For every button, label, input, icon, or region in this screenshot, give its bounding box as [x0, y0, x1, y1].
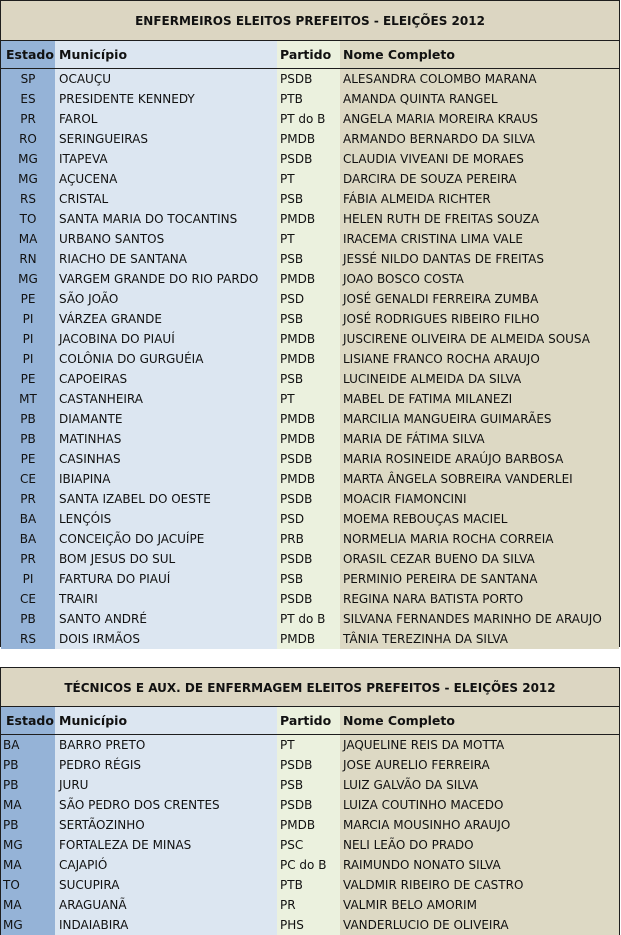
- cell-estado: PI: [1, 569, 55, 589]
- cell-nome-completo: PERMINIO PEREIRA DE SANTANA: [340, 569, 619, 589]
- cell-municipio: LENÇÓIS: [55, 509, 277, 529]
- cell-nome-completo: JOSÉ GENALDI FERREIRA ZUMBA: [340, 289, 619, 309]
- cell-municipio: INDAIABIRA: [55, 915, 277, 935]
- cell-estado: PI: [1, 329, 55, 349]
- cell-municipio: BOM JESUS DO SUL: [55, 549, 277, 569]
- cell-municipio: DIAMANTE: [55, 409, 277, 429]
- cell-nome-completo: JOSÉ RODRIGUES RIBEIRO FILHO: [340, 309, 619, 329]
- cell-partido: PSDB: [277, 69, 340, 89]
- cell-nome-completo: RAIMUNDO NONATO SILVA: [340, 855, 619, 875]
- cell-estado: RO: [1, 129, 55, 149]
- cell-municipio: MATINHAS: [55, 429, 277, 449]
- cell-estado: CE: [1, 589, 55, 609]
- cell-nome-completo: HELEN RUTH DE FREITAS SOUZA: [340, 209, 619, 229]
- table-row: [1, 815, 619, 835]
- cell-partido: PSB: [277, 569, 340, 589]
- cell-nome-completo: ALESANDRA COLOMBO MARANA: [340, 69, 619, 89]
- cell-estado: TO: [1, 209, 55, 229]
- cell-partido: PSB: [277, 775, 340, 795]
- cell-municipio: ARAGUANÃ: [55, 895, 277, 915]
- header-partido: Partido: [277, 707, 340, 734]
- table-row: [1, 349, 619, 369]
- cell-nome-completo: REGINA NARA BATISTA PORTO: [340, 589, 619, 609]
- cell-nome-completo: JOSE AURELIO FERREIRA: [340, 755, 619, 775]
- cell-partido: PMDB: [277, 349, 340, 369]
- cell-municipio: RIACHO DE SANTANA: [55, 249, 277, 269]
- cell-nome-completo: JAQUELINE REIS DA MOTTA: [340, 735, 619, 755]
- table-row: [1, 449, 619, 469]
- cell-municipio: VÁRZEA GRANDE: [55, 309, 277, 329]
- cell-municipio: FAROL: [55, 109, 277, 129]
- cell-municipio: TRAIRI: [55, 589, 277, 609]
- table-row: [1, 149, 619, 169]
- table-row: [1, 469, 619, 489]
- table-body: [1, 735, 619, 935]
- cell-partido: PSDB: [277, 755, 340, 775]
- cell-partido: PSDB: [277, 149, 340, 169]
- cell-partido: PSB: [277, 309, 340, 329]
- header-municipio: Município: [55, 707, 277, 734]
- cell-estado: PE: [1, 369, 55, 389]
- cell-nome-completo: LUIZ GALVÃO DA SILVA: [340, 775, 619, 795]
- cell-estado: SP: [1, 69, 55, 89]
- cell-municipio: CAPOEIRAS: [55, 369, 277, 389]
- cell-estado: RN: [1, 249, 55, 269]
- table-row: [1, 589, 619, 609]
- header-row: [1, 41, 619, 69]
- cell-estado: MG: [1, 835, 55, 855]
- cell-partido: PT: [277, 389, 340, 409]
- cell-estado: PB: [1, 755, 55, 775]
- cell-estado: PB: [1, 429, 55, 449]
- cell-partido: PRB: [277, 529, 340, 549]
- cell-estado: PB: [1, 409, 55, 429]
- cell-nome-completo: NELI LEÃO DO PRADO: [340, 835, 619, 855]
- table-row: [1, 109, 619, 129]
- cell-nome-completo: MABEL DE FATIMA MILANEZI: [340, 389, 619, 409]
- cell-partido: PT: [277, 229, 340, 249]
- table-row: [1, 569, 619, 589]
- cell-municipio: VARGEM GRANDE DO RIO PARDO: [55, 269, 277, 289]
- cell-nome-completo: MOACIR FIAMONCINI: [340, 489, 619, 509]
- cell-partido: PT: [277, 735, 340, 755]
- cell-partido: PSD: [277, 289, 340, 309]
- cell-nome-completo: FÁBIA ALMEIDA RICHTER: [340, 189, 619, 209]
- table-body: [1, 69, 619, 649]
- table-row: [1, 409, 619, 429]
- cell-estado: PR: [1, 549, 55, 569]
- cell-nome-completo: MOEMA REBOUÇAS MACIEL: [340, 509, 619, 529]
- cell-municipio: DOIS IRMÃOS: [55, 629, 277, 649]
- cell-municipio: URBANO SANTOS: [55, 229, 277, 249]
- cell-estado: MG: [1, 149, 55, 169]
- table-row: [1, 855, 619, 875]
- cell-municipio: BARRO PRETO: [55, 735, 277, 755]
- nursing-technicians-mayors-table: [0, 667, 620, 935]
- table-row: [1, 775, 619, 795]
- header-nome-completo: Nome Completo: [340, 707, 619, 734]
- table-title: TÉCNICOS E AUX. DE ENFERMAGEM ELEITOS PREFEITOS - ELEIÇÕES 2012: [1, 668, 619, 707]
- cell-municipio: ITAPEVA: [55, 149, 277, 169]
- cell-estado: PE: [1, 289, 55, 309]
- cell-estado: ES: [1, 89, 55, 109]
- cell-estado: MG: [1, 915, 55, 935]
- cell-partido: PMDB: [277, 129, 340, 149]
- cell-municipio: CASINHAS: [55, 449, 277, 469]
- cell-municipio: IBIAPINA: [55, 469, 277, 489]
- header-partido: Partido: [277, 41, 340, 68]
- cell-nome-completo: LUCINEIDE ALMEIDA DA SILVA: [340, 369, 619, 389]
- cell-nome-completo: LUIZA COUTINHO MACEDO: [340, 795, 619, 815]
- cell-partido: PMDB: [277, 469, 340, 489]
- cell-municipio: CRISTAL: [55, 189, 277, 209]
- cell-partido: PSB: [277, 369, 340, 389]
- cell-nome-completo: MARIA ROSINEIDE ARAÚJO BARBOSA: [340, 449, 619, 469]
- cell-estado: PR: [1, 489, 55, 509]
- header-estado: Estado: [1, 41, 55, 68]
- table-row: [1, 69, 619, 89]
- cell-partido: PT do B: [277, 109, 340, 129]
- cell-estado: MG: [1, 169, 55, 189]
- cell-partido: PMDB: [277, 209, 340, 229]
- cell-estado: PB: [1, 609, 55, 629]
- cell-municipio: COLÔNIA DO GURGUÉIA: [55, 349, 277, 369]
- table-row: [1, 795, 619, 815]
- header-estado: Estado: [1, 707, 55, 734]
- cell-municipio: JURU: [55, 775, 277, 795]
- cell-estado: MA: [1, 855, 55, 875]
- cell-municipio: AÇUCENA: [55, 169, 277, 189]
- cell-municipio: PRESIDENTE KENNEDY: [55, 89, 277, 109]
- cell-partido: PC do B: [277, 855, 340, 875]
- cell-estado: MT: [1, 389, 55, 409]
- cell-municipio: SERTÃOZINHO: [55, 815, 277, 835]
- cell-nome-completo: MARIA DE FÁTIMA SILVA: [340, 429, 619, 449]
- cell-municipio: CASTANHEIRA: [55, 389, 277, 409]
- cell-partido: PHS: [277, 915, 340, 935]
- cell-partido: PMDB: [277, 429, 340, 449]
- cell-municipio: SÃO JOÃO: [55, 289, 277, 309]
- cell-partido: PTB: [277, 89, 340, 109]
- table-row: [1, 629, 619, 649]
- cell-nome-completo: DARCIRA DE SOUZA PEREIRA: [340, 169, 619, 189]
- cell-nome-completo: CLAUDIA VIVEANI DE MORAES: [340, 149, 619, 169]
- table-row: [1, 329, 619, 349]
- cell-estado: PB: [1, 815, 55, 835]
- table-row: [1, 429, 619, 449]
- cell-municipio: SÃO PEDRO DOS CRENTES: [55, 795, 277, 815]
- cell-nome-completo: MARTA ÂNGELA SOBREIRA VANDERLEI: [340, 469, 619, 489]
- cell-estado: PI: [1, 309, 55, 329]
- cell-estado: MA: [1, 795, 55, 815]
- cell-estado: PB: [1, 775, 55, 795]
- cell-partido: PT: [277, 169, 340, 189]
- table-row: [1, 735, 619, 755]
- table-row: [1, 269, 619, 289]
- cell-partido: PMDB: [277, 329, 340, 349]
- table-row: [1, 209, 619, 229]
- table-row: [1, 129, 619, 149]
- cell-nome-completo: VANDERLUCIO DE OLIVEIRA: [340, 915, 619, 935]
- cell-nome-completo: ANGELA MARIA MOREIRA KRAUS: [340, 109, 619, 129]
- cell-partido: PSB: [277, 189, 340, 209]
- cell-partido: PSDB: [277, 589, 340, 609]
- table-row: [1, 309, 619, 329]
- cell-nome-completo: MARCILIA MANGUEIRA GUIMARÃES: [340, 409, 619, 429]
- cell-nome-completo: TÂNIA TEREZINHA DA SILVA: [340, 629, 619, 649]
- cell-municipio: SANTO ANDRÉ: [55, 609, 277, 629]
- cell-partido: PR: [277, 895, 340, 915]
- cell-nome-completo: SILVANA FERNANDES MARINHO DE ARAUJO: [340, 609, 619, 629]
- table-row: [1, 835, 619, 855]
- table-row: [1, 229, 619, 249]
- cell-partido: PSDB: [277, 549, 340, 569]
- cell-nome-completo: IRACEMA CRISTINA LIMA VALE: [340, 229, 619, 249]
- table-row: [1, 609, 619, 629]
- cell-partido: PSDB: [277, 489, 340, 509]
- cell-municipio: OCAUÇU: [55, 69, 277, 89]
- cell-nome-completo: MARCIA MOUSINHO ARAUJO: [340, 815, 619, 835]
- cell-estado: MA: [1, 895, 55, 915]
- cell-nome-completo: JUSCIRENE OLIVEIRA DE ALMEIDA SOUSA: [340, 329, 619, 349]
- cell-estado: MG: [1, 269, 55, 289]
- table-row: [1, 549, 619, 569]
- cell-nome-completo: NORMELIA MARIA ROCHA CORREIA: [340, 529, 619, 549]
- cell-municipio: PEDRO RÉGIS: [55, 755, 277, 775]
- cell-estado: BA: [1, 509, 55, 529]
- cell-partido: PMDB: [277, 269, 340, 289]
- cell-partido: PSDB: [277, 795, 340, 815]
- table-row: [1, 249, 619, 269]
- header-row: [1, 707, 619, 735]
- cell-partido: PSB: [277, 249, 340, 269]
- cell-municipio: JACOBINA DO PIAUÍ: [55, 329, 277, 349]
- cell-estado: MA: [1, 229, 55, 249]
- cell-partido: PSDB: [277, 449, 340, 469]
- cell-nome-completo: JESSÉ NILDO DANTAS DE FREITAS: [340, 249, 619, 269]
- cell-partido: PT do B: [277, 609, 340, 629]
- table-row: [1, 189, 619, 209]
- cell-partido: PTB: [277, 875, 340, 895]
- cell-municipio: FARTURA DO PIAUÍ: [55, 569, 277, 589]
- cell-nome-completo: JOAO BOSCO COSTA: [340, 269, 619, 289]
- cell-estado: PE: [1, 449, 55, 469]
- cell-estado: PR: [1, 109, 55, 129]
- cell-municipio: CONCEIÇÃO DO JACUÍPE: [55, 529, 277, 549]
- cell-nome-completo: VALMIR BELO AMORIM: [340, 895, 619, 915]
- cell-nome-completo: ARMANDO BERNARDO DA SILVA: [340, 129, 619, 149]
- cell-partido: PSC: [277, 835, 340, 855]
- cell-estado: BA: [1, 529, 55, 549]
- cell-estado: RS: [1, 189, 55, 209]
- cell-nome-completo: VALDMIR RIBEIRO DE CASTRO: [340, 875, 619, 895]
- table-row: [1, 169, 619, 189]
- table-row: [1, 509, 619, 529]
- table-row: [1, 529, 619, 549]
- cell-partido: PMDB: [277, 815, 340, 835]
- table-row: [1, 875, 619, 895]
- table-row: [1, 895, 619, 915]
- table-row: [1, 915, 619, 935]
- cell-estado: RS: [1, 629, 55, 649]
- cell-municipio: SERINGUEIRAS: [55, 129, 277, 149]
- cell-nome-completo: AMANDA QUINTA RANGEL: [340, 89, 619, 109]
- table-row: [1, 755, 619, 775]
- table-row: [1, 289, 619, 309]
- table-row: [1, 389, 619, 409]
- cell-estado: CE: [1, 469, 55, 489]
- table-row: [1, 369, 619, 389]
- cell-partido: PMDB: [277, 409, 340, 429]
- cell-municipio: SUCUPIRA: [55, 875, 277, 895]
- table-row: [1, 489, 619, 509]
- cell-municipio: SANTA IZABEL DO OESTE: [55, 489, 277, 509]
- cell-municipio: CAJAPIÓ: [55, 855, 277, 875]
- cell-nome-completo: ORASIL CEZAR BUENO DA SILVA: [340, 549, 619, 569]
- cell-estado: TO: [1, 875, 55, 895]
- table-title: ENFERMEIROS ELEITOS PREFEITOS - ELEIÇÕES 2012: [1, 1, 619, 41]
- cell-estado: PI: [1, 349, 55, 369]
- cell-estado: BA: [1, 735, 55, 755]
- cell-municipio: FORTALEZA DE MINAS: [55, 835, 277, 855]
- header-nome-completo: Nome Completo: [340, 41, 619, 68]
- cell-partido: PSD: [277, 509, 340, 529]
- table-row: [1, 89, 619, 109]
- header-municipio: Município: [55, 41, 277, 68]
- cell-nome-completo: LISIANE FRANCO ROCHA ARAUJO: [340, 349, 619, 369]
- cell-partido: PMDB: [277, 629, 340, 649]
- cell-municipio: SANTA MARIA DO TOCANTINS: [55, 209, 277, 229]
